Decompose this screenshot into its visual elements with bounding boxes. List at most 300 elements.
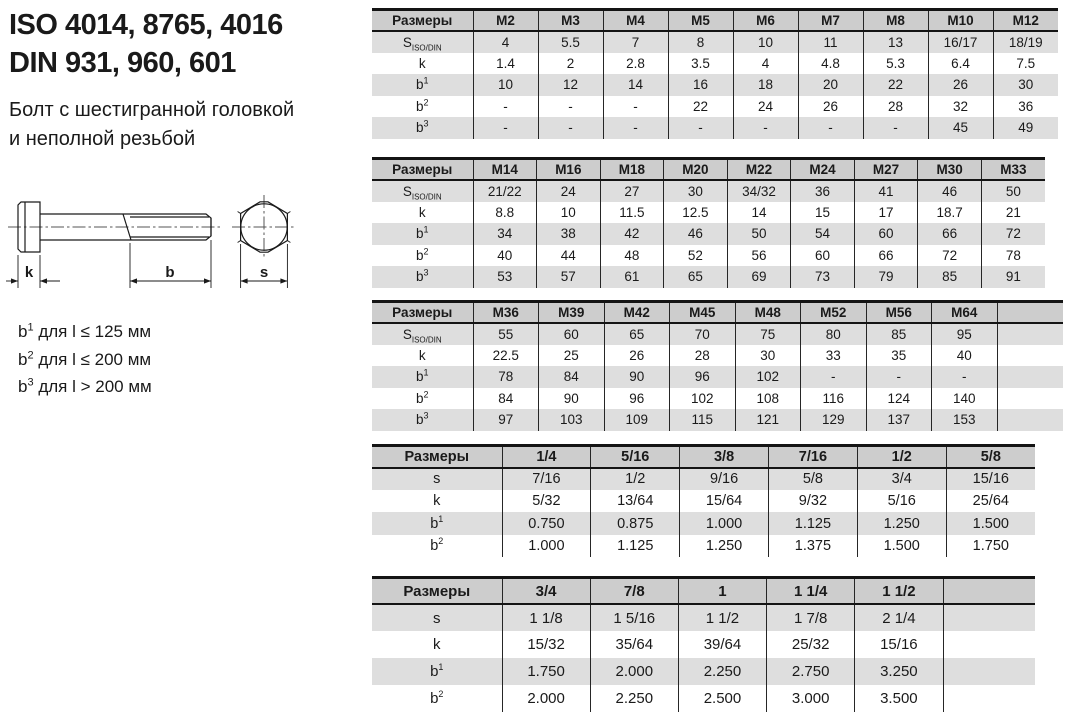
value-cell: 124 — [866, 388, 932, 410]
value-cell: 12 — [538, 74, 603, 96]
value-cell: 16 — [668, 74, 733, 96]
value-cell: 1.250 — [857, 512, 946, 534]
value-cell: 9/32 — [768, 490, 857, 512]
row-label-base: b — [430, 663, 439, 681]
empty-cell — [943, 658, 1035, 685]
value-cell: 25/64 — [946, 490, 1035, 512]
row-label-superscript: 1 — [438, 513, 444, 524]
value-cell: 103 — [539, 409, 605, 431]
value-cell: 60 — [854, 223, 918, 245]
value-cell: 121 — [735, 409, 801, 431]
table-row — [372, 658, 1035, 685]
row-label-cell — [372, 658, 502, 685]
value-cell: 7 — [603, 31, 668, 53]
value-cell: 35 — [866, 345, 932, 367]
value-cell: 1 1/8 — [502, 604, 590, 631]
value-cell: 91 — [981, 266, 1045, 288]
value-cell: 0.875 — [591, 512, 680, 534]
table-header-row — [372, 302, 1063, 324]
row-label-cell — [372, 512, 502, 534]
value-cell: 1.250 — [680, 535, 769, 557]
value-cell: 22.5 — [473, 345, 539, 367]
value-cell: 24 — [733, 96, 798, 118]
value-cell: 11 — [798, 31, 863, 53]
row-label-base: b — [430, 537, 439, 554]
hex-tick-nw — [238, 212, 241, 214]
value-cell: 102 — [670, 388, 736, 410]
row-label-base: S — [402, 183, 412, 199]
value-cell: 2 1/4 — [855, 604, 943, 631]
value-cell: - — [473, 96, 538, 118]
column-header: M48 — [735, 302, 801, 324]
row-label-cell — [372, 631, 502, 658]
title-din-standards: DIN 931, 960, 601 — [9, 47, 236, 79]
column-header: 3/4 — [502, 578, 590, 605]
value-cell: 60 — [791, 245, 855, 267]
row-label-cell — [372, 535, 502, 557]
value-cell: 30 — [664, 180, 728, 202]
value-cell: - — [801, 366, 867, 388]
table-row — [372, 266, 1045, 288]
empty-cell — [997, 388, 1063, 410]
note-b1: $b^1$ для l ≤ 125 мм — [18, 321, 152, 341]
value-cell: 4.8 — [798, 53, 863, 75]
column-header: M7 — [798, 10, 863, 32]
row-label-base: k — [418, 204, 426, 220]
column-header: M18 — [600, 159, 664, 181]
table-row — [372, 604, 1035, 631]
column-header: M56 — [866, 302, 932, 324]
table-row — [372, 388, 1063, 410]
column-header: M39 — [539, 302, 605, 324]
row-label-base: b — [415, 412, 424, 428]
value-cell: 96 — [604, 388, 670, 410]
table-header-row — [372, 446, 1035, 468]
column-header: M36 — [473, 302, 539, 324]
row-label-cell — [372, 223, 473, 245]
value-cell: - — [932, 366, 998, 388]
value-cell: 72 — [918, 245, 982, 267]
value-cell: 116 — [801, 388, 867, 410]
row-label-base: b — [415, 269, 424, 285]
value-cell: 26 — [928, 74, 993, 96]
row-label-cell — [372, 409, 473, 431]
value-cell: 39/64 — [678, 631, 766, 658]
row-label-base: S — [402, 326, 412, 342]
value-cell: 78 — [473, 366, 539, 388]
column-header: M10 — [928, 10, 993, 32]
value-cell: - — [866, 366, 932, 388]
value-cell: 1 1/2 — [678, 604, 766, 631]
value-cell: 10 — [537, 202, 601, 224]
row-label-superscript: 1 — [438, 662, 444, 673]
row-label-subscript: ISO/DIN — [411, 335, 442, 345]
value-cell: 21 — [981, 202, 1045, 224]
value-cell: 1.000 — [502, 535, 591, 557]
value-cell: 8 — [668, 31, 733, 53]
table-header-row — [372, 159, 1045, 181]
table-row — [372, 223, 1045, 245]
value-cell: 137 — [866, 409, 932, 431]
table-row — [372, 490, 1035, 512]
value-cell: 36 — [791, 180, 855, 202]
value-cell: 49 — [993, 117, 1058, 139]
column-header: 7/8 — [590, 578, 678, 605]
subtitle-line-2: и неполной резьбой — [9, 128, 196, 150]
inch-table-1-4-to-5-8 — [372, 444, 1035, 557]
value-cell: 7/16 — [502, 468, 591, 490]
value-cell: 28 — [670, 345, 736, 367]
value-cell: 15/64 — [680, 490, 769, 512]
row-label-base: b — [415, 369, 424, 385]
empty-cell — [997, 323, 1063, 345]
empty-cell — [943, 631, 1035, 658]
value-cell: 18/19 — [993, 31, 1058, 53]
value-cell: 2.250 — [590, 685, 678, 712]
value-cell: 40 — [932, 345, 998, 367]
column-header: M3 — [538, 10, 603, 32]
value-cell: 2.000 — [502, 685, 590, 712]
value-cell: 14 — [727, 202, 791, 224]
row-label-base: b — [415, 226, 424, 242]
value-cell: 34/32 — [727, 180, 791, 202]
row-label-superscript: 3 — [423, 118, 429, 129]
value-cell: 1.125 — [591, 535, 680, 557]
value-cell: - — [863, 117, 928, 139]
value-cell: 108 — [735, 388, 801, 410]
row-label-cell — [372, 96, 473, 118]
row-label-superscript: 3 — [423, 267, 429, 278]
table-row — [372, 180, 1045, 202]
value-cell: 28 — [863, 96, 928, 118]
value-cell: 1.4 — [473, 53, 538, 75]
column-header: 1 — [678, 578, 766, 605]
value-cell: 96 — [670, 366, 736, 388]
value-cell: 75 — [735, 323, 801, 345]
value-cell: 5/8 — [768, 468, 857, 490]
value-cell: 129 — [801, 409, 867, 431]
s-dim-label: s — [259, 264, 269, 281]
column-header: 1/4 — [502, 446, 591, 468]
value-cell: 42 — [600, 223, 664, 245]
value-cell: 18.7 — [918, 202, 982, 224]
value-cell: 73 — [791, 266, 855, 288]
column-header: M12 — [993, 10, 1058, 32]
column-header: M33 — [981, 159, 1045, 181]
metric-table-m2-m12 — [372, 8, 1058, 139]
table-row — [372, 366, 1063, 388]
value-cell: 46 — [664, 223, 728, 245]
table-header-row — [372, 578, 1035, 605]
size-label-header: Размеры — [372, 302, 473, 324]
value-cell: 21/22 — [473, 180, 537, 202]
row-label-superscript: 2 — [423, 246, 429, 257]
page-title — [9, 6, 283, 82]
row-label-cell — [372, 604, 502, 631]
hex-tick-ne — [287, 212, 290, 214]
row-label-superscript: 1 — [423, 75, 429, 86]
value-cell: 20 — [798, 74, 863, 96]
value-cell: 65 — [664, 266, 728, 288]
row-label-base: b — [415, 390, 424, 406]
table-row — [372, 53, 1058, 75]
value-cell: 10 — [733, 31, 798, 53]
value-cell: 56 — [727, 245, 791, 267]
row-label-cell — [372, 180, 473, 202]
column-header: M5 — [668, 10, 733, 32]
value-cell: 0.750 — [502, 512, 591, 534]
row-label-base: b — [415, 77, 424, 93]
value-cell: 66 — [918, 223, 982, 245]
value-cell: 30 — [993, 74, 1058, 96]
bolt-technical-drawing — [4, 186, 336, 314]
row-label-cell — [372, 490, 502, 512]
column-header: M64 — [932, 302, 998, 324]
table-row — [372, 31, 1058, 53]
row-label-cell — [372, 202, 473, 224]
value-cell: 2.8 — [603, 53, 668, 75]
value-cell: 15/16 — [946, 468, 1035, 490]
title-iso-standards: ISO 4014, 8765, 4016 — [9, 9, 283, 41]
value-cell: 54 — [791, 223, 855, 245]
row-label-cell — [372, 117, 473, 139]
value-cell: 57 — [537, 266, 601, 288]
row-label-subscript: ISO/DIN — [411, 192, 442, 202]
value-cell: 4 — [473, 31, 538, 53]
value-cell: 70 — [670, 323, 736, 345]
table-header-row — [372, 10, 1058, 32]
value-cell: 60 — [539, 323, 605, 345]
value-cell: 11.5 — [600, 202, 664, 224]
row-label-superscript: 2 — [438, 536, 444, 546]
column-header: 5/8 — [946, 446, 1035, 468]
column-header: 7/16 — [768, 446, 857, 468]
inch-table-3-4-to-1-1-2 — [372, 576, 1035, 712]
value-cell: 16/17 — [928, 31, 993, 53]
row-label-cell — [372, 468, 502, 490]
value-cell: 78 — [981, 245, 1045, 267]
value-cell: - — [473, 117, 538, 139]
row-label-superscript: 1 — [423, 224, 429, 235]
value-cell: 69 — [727, 266, 791, 288]
value-cell: 41 — [854, 180, 918, 202]
value-cell: 1.500 — [946, 512, 1035, 534]
value-cell: 109 — [604, 409, 670, 431]
value-cell: 5/16 — [857, 490, 946, 512]
row-label-cell — [372, 266, 473, 288]
value-cell: 140 — [932, 388, 998, 410]
value-cell: 2.250 — [678, 658, 766, 685]
metric-table-m14-m33 — [372, 157, 1045, 288]
column-header: M14 — [473, 159, 537, 181]
value-cell: 44 — [537, 245, 601, 267]
value-cell: 1.000 — [680, 512, 769, 534]
table-row — [372, 323, 1063, 345]
value-cell: 1.750 — [946, 535, 1035, 557]
value-cell: 1.750 — [502, 658, 590, 685]
size-label-header: Размеры — [372, 10, 473, 32]
column-header: M24 — [791, 159, 855, 181]
value-cell: 25 — [539, 345, 605, 367]
row-label-cell — [372, 345, 473, 367]
value-cell: 12.5 — [664, 202, 728, 224]
value-cell: 5/32 — [502, 490, 591, 512]
value-cell: 3.000 — [767, 685, 855, 712]
table-row — [372, 345, 1063, 367]
value-cell: 1 7/8 — [767, 604, 855, 631]
table-row — [372, 468, 1035, 490]
value-cell: 26 — [604, 345, 670, 367]
row-label-base: S — [402, 34, 412, 50]
value-cell: 7.5 — [993, 53, 1058, 75]
hex-tick-se — [287, 241, 290, 243]
column-header: M16 — [537, 159, 601, 181]
table-row — [372, 535, 1035, 557]
value-cell: - — [668, 117, 733, 139]
table-row — [372, 74, 1058, 96]
value-cell: 46 — [918, 180, 982, 202]
value-cell: 50 — [727, 223, 791, 245]
column-header: 5/16 — [591, 446, 680, 468]
row-label-superscript: 2 — [438, 689, 444, 699]
column-header: M22 — [727, 159, 791, 181]
value-cell: 15 — [791, 202, 855, 224]
s-arrow-right — [280, 278, 287, 283]
row-label-cell — [372, 245, 473, 267]
size-label-header: Размеры — [372, 446, 502, 468]
column-header: M45 — [670, 302, 736, 324]
value-cell: 50 — [981, 180, 1045, 202]
row-label-base: k — [433, 636, 441, 654]
value-cell: 15/16 — [855, 631, 943, 658]
row-label-base: b — [415, 98, 424, 114]
row-label-base: k — [433, 493, 441, 510]
b-dim-label: b — [165, 264, 175, 281]
column-header: M4 — [603, 10, 668, 32]
row-label-cell — [372, 685, 502, 712]
column-header: M8 — [863, 10, 928, 32]
row-label-base: b — [415, 120, 424, 136]
value-cell: 25/32 — [767, 631, 855, 658]
value-cell: 53 — [473, 266, 537, 288]
b-arrow-left — [130, 278, 137, 283]
table-row — [372, 409, 1063, 431]
row-label-base: b — [430, 690, 439, 707]
row-label-base: s — [433, 609, 441, 627]
row-label-cell — [372, 366, 473, 388]
table-row — [372, 117, 1058, 139]
subtitle-line-1: Болт с шестигранной головкой — [9, 99, 295, 121]
value-cell: 40 — [473, 245, 537, 267]
value-cell: 97 — [473, 409, 539, 431]
row-label-base: s — [433, 471, 441, 488]
thread-length-notes — [18, 318, 152, 401]
row-label-cell — [372, 31, 473, 53]
row-label-superscript: 3 — [423, 410, 429, 421]
row-label-base: k — [418, 347, 426, 363]
column-header: M27 — [854, 159, 918, 181]
value-cell: 38 — [537, 223, 601, 245]
page-subtitle — [9, 96, 294, 154]
note-b2: $b^2$ для l ≤ 200 мм — [18, 348, 152, 369]
table-row — [372, 685, 1035, 712]
value-cell: - — [538, 96, 603, 118]
value-cell: 90 — [539, 388, 605, 410]
value-cell: 22 — [863, 74, 928, 96]
value-cell: 48 — [600, 245, 664, 267]
value-cell: 3.250 — [855, 658, 943, 685]
value-cell: 79 — [854, 266, 918, 288]
column-header: 3/8 — [680, 446, 769, 468]
value-cell: 90 — [604, 366, 670, 388]
table-row — [372, 202, 1045, 224]
row-label-superscript: 2 — [423, 389, 429, 400]
value-cell: 1.125 — [768, 512, 857, 534]
value-cell: 30 — [735, 345, 801, 367]
value-cell: 13 — [863, 31, 928, 53]
column-header: M2 — [473, 10, 538, 32]
table-row — [372, 96, 1058, 118]
value-cell: 115 — [670, 409, 736, 431]
empty-header-cell — [997, 302, 1063, 324]
value-cell: 3.5 — [668, 53, 733, 75]
row-label-base: b — [430, 515, 439, 532]
value-cell: - — [603, 96, 668, 118]
value-cell: 24 — [537, 180, 601, 202]
value-cell: 1/2 — [591, 468, 680, 490]
size-label-header: Размеры — [372, 159, 473, 181]
value-cell: 27 — [600, 180, 664, 202]
value-cell: 35/64 — [590, 631, 678, 658]
row-label-cell — [372, 388, 473, 410]
empty-cell — [997, 366, 1063, 388]
k-dim-label: k — [24, 264, 34, 281]
value-cell: 32 — [928, 96, 993, 118]
size-label-header: Размеры — [372, 578, 502, 605]
value-cell: 22 — [668, 96, 733, 118]
value-cell: 3/4 — [857, 468, 946, 490]
column-header: M52 — [801, 302, 867, 324]
table-row — [372, 512, 1035, 534]
value-cell: 14 — [603, 74, 668, 96]
value-cell: 1.375 — [768, 535, 857, 557]
value-cell: - — [798, 117, 863, 139]
value-cell: 17 — [854, 202, 918, 224]
value-cell: 2.750 — [767, 658, 855, 685]
value-cell: 85 — [918, 266, 982, 288]
empty-cell — [943, 604, 1035, 631]
value-cell: 9/16 — [680, 468, 769, 490]
empty-cell — [997, 345, 1063, 367]
value-cell: 80 — [801, 323, 867, 345]
column-header: M30 — [918, 159, 982, 181]
empty-cell — [943, 685, 1035, 712]
value-cell: 26 — [798, 96, 863, 118]
value-cell: 5.3 — [863, 53, 928, 75]
value-cell: 72 — [981, 223, 1045, 245]
value-cell: 55 — [473, 323, 539, 345]
value-cell: 18 — [733, 74, 798, 96]
value-cell: 45 — [928, 117, 993, 139]
value-cell: 153 — [932, 409, 998, 431]
value-cell: 2 — [538, 53, 603, 75]
value-cell: 13/64 — [591, 490, 680, 512]
row-label-base: k — [418, 55, 426, 71]
value-cell: 34 — [473, 223, 537, 245]
column-header: 1 1/2 — [855, 578, 943, 605]
value-cell: 5.5 — [538, 31, 603, 53]
row-label-superscript: 2 — [423, 97, 429, 108]
